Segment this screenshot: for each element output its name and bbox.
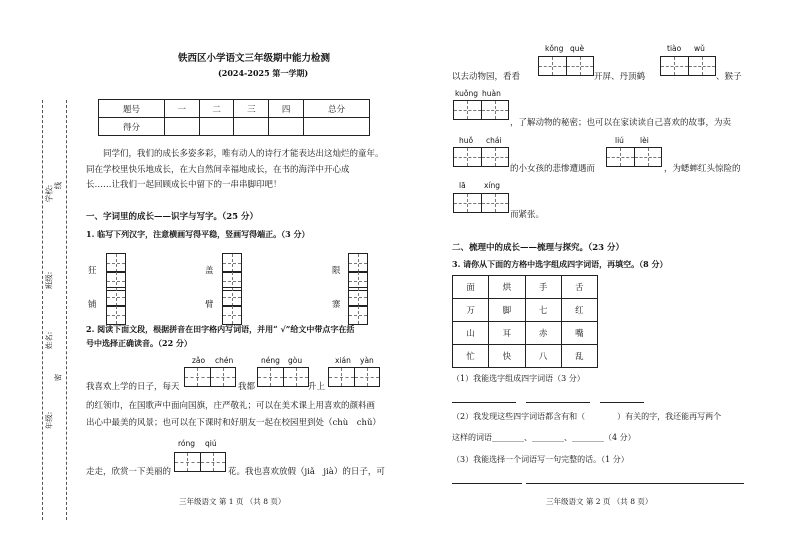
word-grid[interactable] [606, 147, 662, 167]
score-header: 二 [199, 100, 234, 118]
copy-box[interactable] [348, 287, 368, 307]
score-cell[interactable] [199, 118, 234, 136]
grid-char[interactable]: 烘 [489, 276, 525, 299]
pinyin: kǒng [545, 44, 564, 53]
seal-char-mi: 密 [53, 373, 63, 382]
pinyin: néng [261, 356, 280, 365]
pinyin: yàn [360, 356, 374, 365]
word-grid[interactable] [184, 367, 236, 387]
answer-line[interactable] [526, 402, 590, 403]
copy-box[interactable] [222, 287, 242, 307]
grid-char[interactable]: 快 [489, 345, 525, 368]
copy-char: 寨 [332, 300, 341, 310]
copy-box[interactable] [348, 305, 368, 325]
passage-text: 、猴子 [716, 72, 742, 82]
passage-text: 我喜欢上学的日子，每天 [86, 382, 180, 392]
pinyin: chái [486, 136, 502, 145]
school-label: 学校: [44, 184, 54, 203]
copy-box[interactable] [222, 305, 242, 325]
question-3: 3. 请你从下面的方格中选字组成四字词语，再填空。（8 分） [452, 259, 668, 269]
score-header: 总分 [304, 100, 370, 118]
pinyin: lèi [640, 136, 649, 145]
page-title: 铁西区小学语文三年级期中能力检测 [178, 53, 331, 64]
passage-text: 开屏、丹顶鹤 [594, 72, 646, 82]
pinyin: chén [215, 356, 234, 365]
pinyin: liú [615, 136, 624, 145]
pinyin: tiào [667, 44, 682, 53]
grid-char[interactable]: 舌 [561, 276, 597, 299]
answer-line[interactable] [526, 483, 744, 484]
score-cell[interactable] [234, 118, 269, 136]
copy-char: 铺 [88, 300, 97, 310]
word-grid[interactable] [538, 56, 594, 76]
copy-box[interactable] [348, 253, 368, 273]
passage-text: 升上 [308, 382, 326, 392]
score-row-label: 得分 [99, 118, 165, 136]
score-header: 四 [269, 100, 304, 118]
char-grid [452, 275, 598, 368]
binding-line-outer [42, 100, 43, 520]
grid-char[interactable]: 脚 [489, 299, 525, 322]
passage-text: 而紧张。 [510, 210, 545, 220]
sub-question-2: （2）我发现这些四字词语都含有和（ ）有关的字，我还能再写两个 [452, 412, 722, 421]
pinyin: kuǒng [455, 89, 478, 98]
class-label: 班级: [44, 271, 54, 290]
page-subtitle: (2024-2025 第一学期) [218, 68, 309, 78]
passage-text: 以去动物园，看看 [452, 72, 521, 82]
pinyin: zǎo [192, 356, 206, 365]
copy-box[interactable] [106, 253, 126, 273]
section-heading: 一、字词里的成长——识字与写字。（25 分） [86, 212, 259, 222]
score-header: 一 [164, 100, 199, 118]
sub-question-2b: 这样的词语________、________、________（4 分） [452, 433, 636, 442]
grid-char[interactable]: 七 [525, 299, 561, 322]
page-footer: 三年级语文 第 1 页 （共 8 页） [179, 497, 286, 506]
page-footer: 三年级语文 第 2 页 （共 8 页） [546, 497, 653, 506]
pinyin: què [570, 44, 585, 53]
word-grid[interactable] [453, 147, 509, 167]
passage-text: 走走，欣赏一下美丽的 [86, 467, 172, 477]
binding-line-inner [66, 100, 67, 520]
question-2-line2: 号中选择正确读音。（22 分） [86, 338, 192, 348]
passage-text: 我都 [238, 382, 256, 392]
seal-char-xian: 线 [53, 181, 63, 190]
grade-label: 年级: [44, 411, 54, 430]
passage-text: 的小女孩的悲惨遭遇而 [510, 164, 596, 174]
score-cell[interactable] [269, 118, 304, 136]
score-header: 三 [234, 100, 269, 118]
pinyin: wǔ [694, 44, 705, 53]
passage-text: ，了解动物的秘密；也可以在家读读自己喜欢的故事，为卖 [510, 118, 732, 128]
copy-box[interactable] [106, 287, 126, 307]
name-label: 姓名: [44, 331, 54, 350]
passage-text: 的红领巾，在国歌声中面向国旗，庄严敬礼；可以在美术课上用喜欢的颜料画 [86, 401, 376, 411]
pinyin: huǒ [459, 136, 474, 145]
sub-question-1: （1）我能选字组成四字词语（3 分） [452, 374, 585, 383]
word-grid[interactable] [660, 56, 716, 76]
score-table [98, 99, 370, 136]
copy-box[interactable] [106, 305, 126, 325]
score-cell[interactable] [164, 118, 199, 136]
intro-line: 长……让我们一起回顾成长中留下的一串串脚印吧！ [86, 180, 282, 190]
grid-char[interactable]: 万 [453, 299, 489, 322]
copy-box[interactable] [222, 253, 242, 273]
pinyin: lā [459, 181, 466, 190]
grid-char[interactable]: 红 [561, 299, 597, 322]
intro-line: 同在学校里快乐地成长，在大自然间幸福地成长，在书的海洋中开心成 [86, 165, 350, 175]
answer-line[interactable] [452, 483, 522, 484]
grid-char[interactable]: 耳 [489, 322, 525, 345]
passage-text: 出心中最美的风景；也可以在下课时和好朋友一起在校园里到处（chù chǔ） [86, 418, 381, 428]
grid-char[interactable]: 忙 [453, 345, 489, 368]
grid-char[interactable]: 赤 [525, 322, 561, 345]
pinyin: huàn [482, 89, 501, 98]
score-header: 题号 [99, 100, 165, 118]
passage-text: ，为蟋蟀红头惊险的 [664, 164, 741, 174]
intro-line: 同学们，我们的成长多姿多彩，唯有动人的诗行才能表达出这灿烂的童年。 [103, 149, 384, 159]
copy-char: 盖 [205, 266, 214, 276]
grid-char[interactable]: 手 [525, 276, 561, 299]
word-grid[interactable] [174, 452, 226, 472]
question-1: 1. 临写下列汉字，注意横画写得平稳，竖画写得端正。（3 分） [86, 229, 310, 239]
pinyin: xián [335, 356, 351, 365]
copy-char: 狂 [88, 266, 97, 276]
sub-question-3: （3）我能选择一个词语写一句完整的话。（1 分） [452, 455, 629, 464]
word-grid[interactable] [257, 367, 309, 387]
answer-line[interactable] [600, 402, 644, 403]
grid-char[interactable]: 嘴 [561, 322, 597, 345]
section-heading: 二、梳理中的成长——梳理与探究。（23 分） [452, 243, 625, 253]
grid-char[interactable]: 山 [453, 322, 489, 345]
answer-line[interactable] [452, 402, 516, 403]
score-cell[interactable] [304, 118, 370, 136]
word-grid[interactable] [453, 193, 509, 213]
passage-text: 花。我也喜欢放假（jiǎ jià）的日子，可 [228, 467, 385, 477]
pinyin: gòu [288, 356, 303, 365]
grid-char[interactable]: 乱 [561, 345, 597, 368]
pinyin: qiú [205, 439, 217, 448]
grid-char[interactable]: 八 [525, 345, 561, 368]
word-grid[interactable] [328, 367, 380, 387]
word-grid[interactable] [453, 100, 509, 120]
pinyin: xíng [484, 181, 501, 190]
grid-char[interactable]: 面 [453, 276, 489, 299]
copy-char: 臂 [205, 300, 214, 310]
question-2-line1: 2. 阅读下面文段，根据拼音在田字格内写词语，并用“ √”给文中带点字在括 [86, 324, 355, 334]
pinyin: róng [178, 439, 196, 448]
copy-char: 限 [332, 266, 341, 276]
